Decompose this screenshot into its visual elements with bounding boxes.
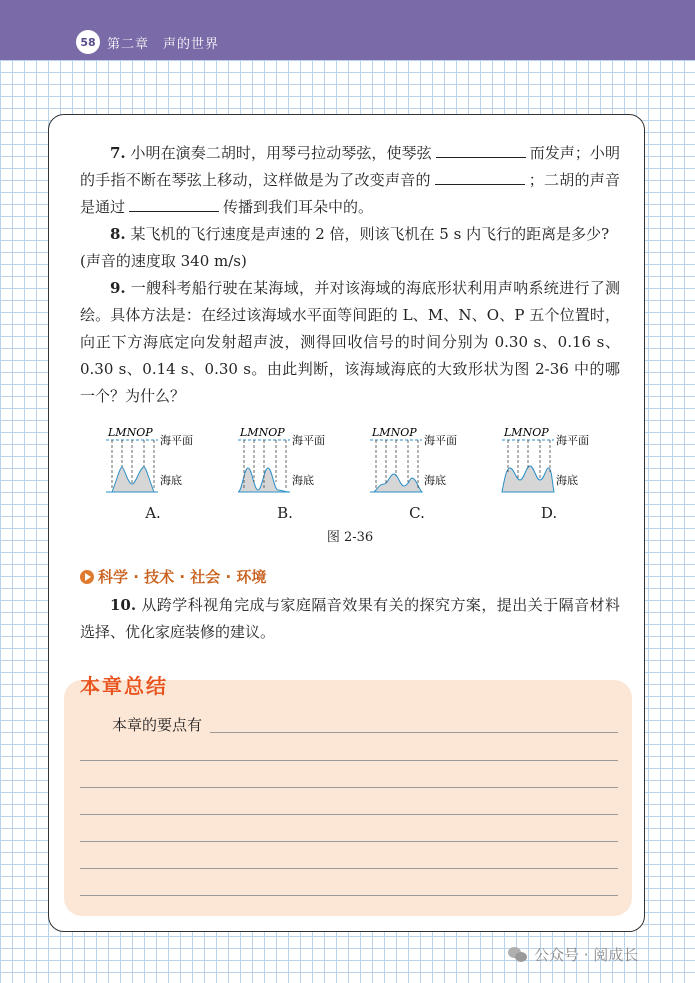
- seabed-label: 海底: [424, 474, 446, 487]
- figure-2-36: [100, 422, 600, 522]
- answer-blank-1[interactable]: [436, 141, 526, 158]
- question-10: 10. 从跨学科视角完成与家庭隔音效果有关的探究方案，提出关于隔音材料选择、优化家庭装修的建议。: [80, 596, 620, 641]
- page-number-badge: 58: [76, 30, 100, 54]
- chapter-summary-title: 本章总结: [80, 674, 168, 698]
- seabed-diagram-c: [364, 422, 484, 522]
- seabed-diagram-a: [100, 422, 220, 522]
- summary-writing-line[interactable]: [80, 895, 618, 896]
- points-label: LMNOP: [372, 426, 417, 439]
- seabed-diagram-b: [232, 422, 352, 522]
- play-icon: [80, 570, 94, 584]
- summary-writing-line[interactable]: [80, 868, 618, 869]
- answer-blank-2[interactable]: [435, 168, 525, 185]
- seabed-label: 海底: [160, 474, 182, 487]
- sea-level-label: 海平面: [556, 434, 589, 447]
- answer-blank-3[interactable]: [129, 195, 219, 212]
- points-label: LMNOP: [108, 426, 153, 439]
- summary-writing-line[interactable]: [80, 787, 618, 788]
- summary-writing-line[interactable]: [80, 814, 618, 815]
- seabed-diagram-d: [496, 422, 616, 522]
- points-label: LMNOP: [504, 426, 549, 439]
- sea-level-label: 海平面: [292, 434, 325, 447]
- sea-level-label: 海平面: [160, 434, 193, 447]
- figure-caption: 图 2-36: [326, 530, 374, 545]
- seabed-label: 海底: [556, 474, 578, 487]
- summary-writing-line[interactable]: [210, 732, 618, 733]
- chapter-header-bar: [0, 0, 695, 60]
- question-7: 7. 小明在演奏二胡时，用琴弓拉动琴弦，使琴弦 而发声；小明的手指不断在琴弦上移动，这样做是为了改变声音的 ；二胡的声音是通过 传播到我们耳朵中的。: [80, 140, 620, 221]
- chapter-title: 第二章 声的世界: [107, 37, 220, 52]
- question-9: 9. 一艘科考船行驶在某海域，并对该海域的海底形状利用声呐系统进行了测绘。具体方法是：在经过该海域水平面等间距的 L、M、N、O、P 五个位置时，向正下方海底定向发射超声波，测得回收信号的时间分别为 0.30 s、0.16 s、0.30 s、0.14 s、0.30 s。由此判断，该海域海底的大致形状为图 2-36 中的哪一个？为什么？: [80, 279, 620, 405]
- section-heading: 科学 · 技术 · 社会 · 环境: [80, 566, 266, 587]
- seabed-label: 海底: [292, 474, 314, 487]
- option-d-label: D.: [540, 504, 558, 522]
- summary-writing-line[interactable]: [80, 841, 618, 842]
- points-label: LMNOP: [240, 426, 285, 439]
- question-8-note: (声音的速度取 340 m/s): [80, 252, 247, 270]
- exercise-content: [80, 140, 620, 410]
- option-b-label: B.: [277, 504, 293, 522]
- option-a-label: A.: [145, 504, 161, 522]
- option-c-label: C.: [409, 504, 425, 522]
- wechat-icon: [508, 947, 528, 963]
- sea-level-label: 海平面: [424, 434, 457, 447]
- summary-lead-text: 本章的要点有: [112, 716, 203, 734]
- watermark: 公众号 · 阅成长: [508, 944, 638, 965]
- summary-writing-line[interactable]: [80, 760, 618, 761]
- question-8: 8. 某飞机的飞行速度是声速的 2 倍，则该飞机在 5 s 内飞行的距离是多少?: [110, 225, 610, 243]
